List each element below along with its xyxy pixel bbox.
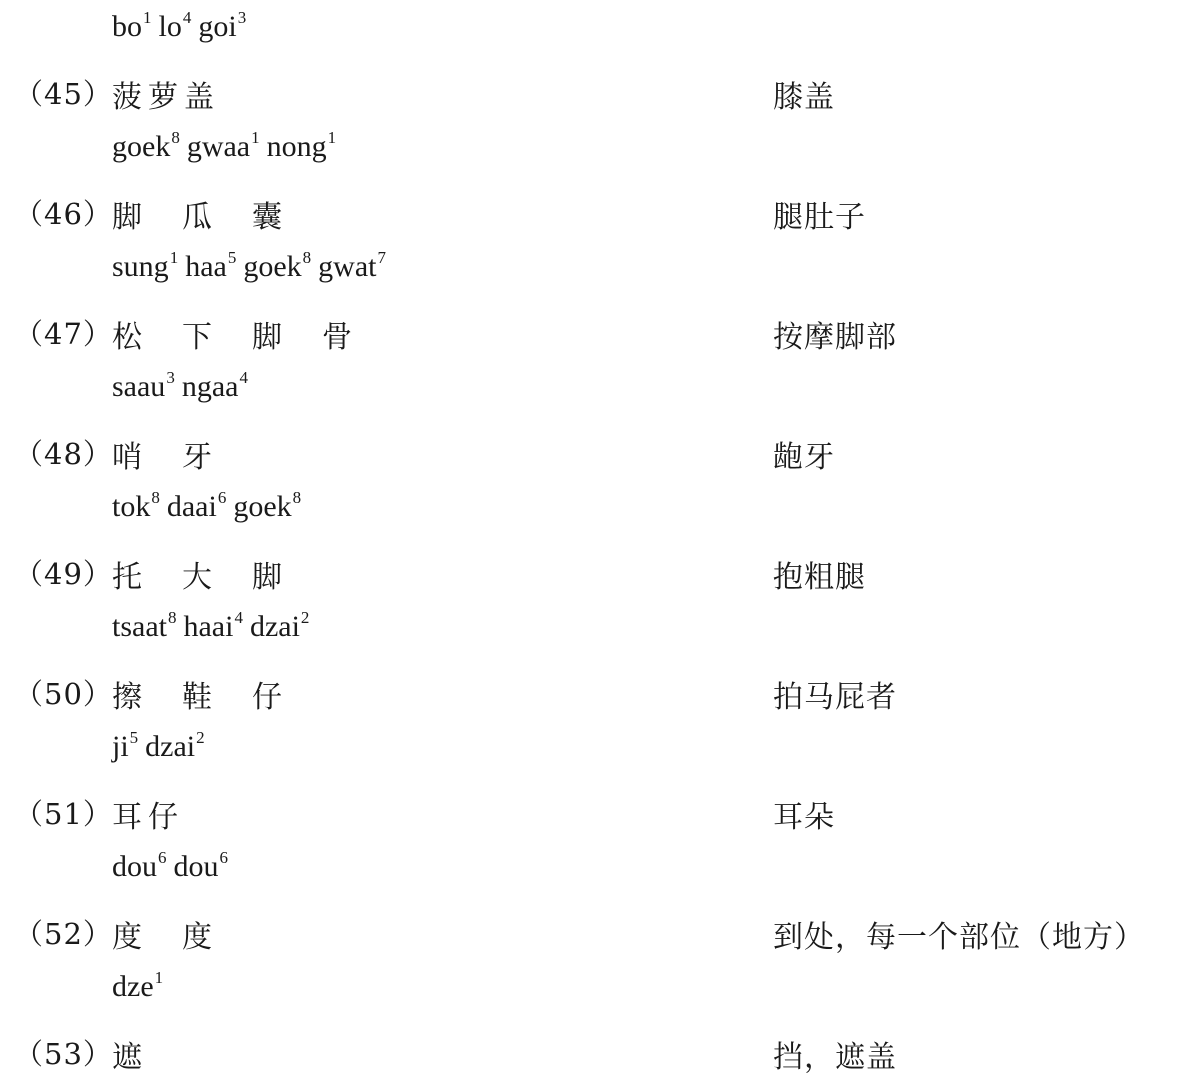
entry-character: 度 [112, 920, 142, 955]
tone-number: 8 [292, 488, 302, 508]
romanization-syllable: goek$^8$ [112, 128, 180, 163]
romanization-syllable: dou$^6$ [173, 848, 228, 883]
entry-headword-line [0, 420, 1200, 480]
romanization-syllable: nong$^1$ [266, 128, 337, 163]
entry-character: 托 [112, 560, 142, 595]
entry-headword-line [0, 1020, 1200, 1080]
entry-characters [112, 192, 322, 236]
entry-number: （48） [14, 437, 113, 471]
romanization-syllable: $ji^5$ [112, 728, 139, 763]
romanization [112, 130, 343, 164]
entry-headword-line [0, 300, 1200, 360]
romanization-syllable: dzai$^2$ [145, 728, 205, 763]
tone-number: 8 [302, 248, 312, 268]
entry-number: （49） [14, 557, 113, 591]
entry-characters [112, 672, 322, 716]
entry-character: 松 [112, 320, 142, 355]
tone-number: 2 [196, 728, 205, 748]
tone-number: 3 [166, 368, 175, 388]
entry-gloss: 膝盖 [773, 80, 835, 115]
tone-number: 8 [167, 608, 177, 628]
entry-gloss: 挡，遮盖 [773, 1040, 897, 1075]
romanization-syllable: dou$^6$ [112, 848, 167, 883]
entry-number: （50） [14, 677, 113, 711]
entry-romanization-line [0, 600, 1200, 660]
entry-romanization-line [0, 120, 1200, 180]
romanization-syllable: sung$^1$ [112, 248, 179, 283]
tone-number: 5 [129, 728, 139, 748]
entry-character: 仔 [252, 680, 282, 715]
romanization-syllable: goek$^8$ [243, 248, 312, 283]
tone-number: 5 [227, 248, 237, 268]
entry-character: 脚 [252, 560, 282, 595]
entry-character: 牙 [182, 440, 212, 475]
entry-character: 脚 [252, 320, 282, 355]
romanization-syllable: saau$^3$ [112, 368, 175, 403]
entry-romanization-line [0, 0, 1200, 60]
tone-number: 4 [239, 368, 248, 388]
entry-number: （45） [14, 77, 113, 111]
entry-headword-line [0, 660, 1200, 720]
entry-character: 菠 [112, 80, 142, 115]
tone-number: 6 [219, 848, 228, 868]
entry-character: 鞋 [182, 680, 212, 715]
entry-gloss: 拍马屁者 [773, 680, 897, 715]
entry-characters [112, 1032, 182, 1076]
entry-characters [112, 72, 220, 116]
tone-number: 8 [171, 128, 180, 148]
entry-headword-line [0, 900, 1200, 960]
entry-romanization-line [0, 840, 1200, 900]
romanization [112, 610, 316, 644]
entry-gloss: 龅牙 [773, 440, 835, 475]
entry-character: 骨 [322, 320, 352, 355]
entry-romanization-line [0, 720, 1200, 780]
tone-number: 4 [234, 608, 243, 628]
romanization-syllable: daai$^6$ [166, 488, 227, 523]
romanization [112, 10, 253, 44]
tone-number: 6 [217, 488, 227, 508]
entry-character: 遮 [112, 1040, 142, 1075]
entry-character: 脚 [112, 200, 142, 235]
entry-characters [112, 312, 392, 356]
entry-gloss: 到处，每一个部位（地方） [773, 920, 1145, 955]
romanization [112, 970, 170, 1004]
romanization-syllable: dzai$^2$ [249, 608, 310, 643]
tone-number: 8 [151, 488, 160, 508]
romanization [112, 490, 308, 524]
tone-number: 1 [154, 968, 164, 988]
romanization-syllable: $bo^1$ [112, 8, 152, 43]
entry-character: 盖 [184, 80, 214, 115]
entry-character: 下 [182, 320, 212, 355]
entry-character: 大 [182, 560, 212, 595]
entry-headword-line [0, 540, 1200, 600]
romanization-syllable: gwat$^7$ [318, 248, 386, 283]
entry-romanization-line [0, 360, 1200, 420]
entry-gloss: 耳朵 [773, 800, 835, 835]
entry-number: （47） [14, 317, 113, 351]
romanization [112, 250, 393, 284]
entry-character: 擦 [112, 680, 142, 715]
entry-character: 仔 [148, 800, 178, 835]
entry-character: 哨 [112, 440, 142, 475]
entry-character: 囊 [252, 200, 282, 235]
romanization-syllable: tok$^8$ [112, 488, 160, 523]
entry-headword-line [0, 180, 1200, 240]
tone-number: 7 [377, 248, 386, 268]
entry-romanization-line [0, 480, 1200, 540]
romanization-syllable: goek$^8$ [233, 488, 302, 523]
entry-headword-line [0, 60, 1200, 120]
entry-character: 度 [182, 920, 212, 955]
entry-character: 瓜 [182, 200, 212, 235]
tone-number: 1 [143, 8, 152, 28]
entry-characters [112, 432, 252, 476]
entry-number: （51） [14, 797, 113, 831]
tone-number: 4 [182, 8, 192, 28]
tone-number: 1 [251, 128, 260, 148]
entry-character: 萝 [148, 80, 178, 115]
tone-number: 1 [169, 248, 179, 268]
entry-number: （52） [14, 917, 113, 951]
entry-gloss: 抱粗腿 [773, 560, 866, 595]
romanization-syllable: $lo^4$ [158, 8, 192, 43]
romanization [112, 730, 212, 764]
entry-romanization-line [0, 240, 1200, 300]
entry-characters [112, 792, 184, 836]
romanization [112, 370, 255, 404]
entry-gloss: 按摩脚部 [773, 320, 897, 355]
entry-number: （53） [14, 1037, 113, 1071]
entry-character: 耳 [112, 800, 142, 835]
romanization-syllable: goi$^3$ [198, 8, 247, 43]
entry-characters [112, 912, 252, 956]
romanization [112, 850, 235, 884]
entry-gloss: 腿肚子 [773, 200, 866, 235]
entry-headword-line [0, 780, 1200, 840]
tone-number: 2 [300, 608, 310, 628]
romanization-syllable: dze$^1$ [112, 968, 164, 1003]
entry-number: （46） [14, 197, 113, 231]
tone-number: 1 [327, 128, 337, 148]
tone-number: 6 [158, 848, 167, 868]
entry-characters [112, 552, 322, 596]
romanization-syllable: haai$^4$ [183, 608, 243, 643]
romanization-syllable: ngaa$^4$ [181, 368, 248, 403]
romanization-syllable: tsaat$^8$ [112, 608, 177, 643]
tone-number: 3 [237, 8, 247, 28]
romanization-syllable: haa$^5$ [185, 248, 237, 283]
entry-romanization-line [0, 960, 1200, 1020]
romanization-syllable: gwaa$^1$ [186, 128, 260, 163]
